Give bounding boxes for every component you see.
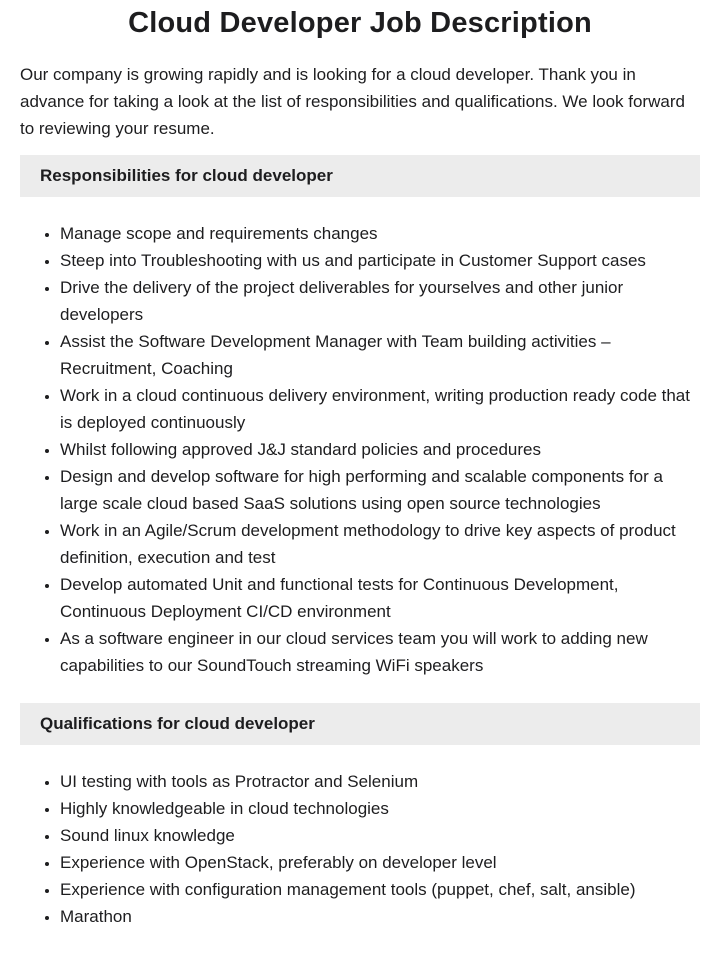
list-item: • Assist the Software Development Manager with Team building activities – Recruitment, Coaching (60, 328, 700, 382)
responsibilities-list (20, 220, 700, 679)
section-qualifications (0, 703, 720, 930)
list-item: • Develop automated Unit and functional tests for Continuous Development, Continuous Deployment CI/CD environment (60, 571, 700, 625)
list-item: • Experience with OpenStack, preferably on developer level (60, 849, 700, 876)
list-item: • Experience with configuration management tools (puppet, chef, salt, ansible) (60, 876, 700, 903)
list-item: • Work in a cloud continuous delivery environment, writing production ready code that is deployed continuously (60, 382, 700, 436)
page-title: Cloud Developer Job Description (128, 7, 592, 39)
list-item: • Marathon (60, 903, 700, 930)
list-item: • Steep into Troubleshooting with us and participate in Customer Support cases (60, 247, 700, 274)
intro-paragraph: Our company is growing rapidly and is looking for a cloud developer. Thank you in advance for taking a look at the list of responsibilities and qualifications. We look forward to reviewing your resume. (20, 65, 685, 138)
list-item: • Drive the delivery of the project deliverables for yourselves and other junior developers (60, 274, 700, 328)
section-responsibilities (0, 155, 720, 679)
list-item: • Sound linux knowledge (60, 822, 700, 849)
list-item: • Manage scope and requirements changes (60, 220, 700, 247)
list-item: • UI testing with tools as Protractor and Selenium (60, 768, 700, 795)
list-item: • Design and develop software for high performing and scalable components for a large scale cloud based SaaS solutions using open source technologies (60, 463, 700, 517)
list-item: • Work in an Agile/Scrum development methodology to drive key aspects of product definition, execution and test (60, 517, 700, 571)
qualifications-list (20, 768, 700, 930)
list-item: • Whilst following approved J&J standard policies and procedures (60, 436, 700, 463)
qualifications-section-heading: Qualifications for cloud developer (20, 703, 700, 745)
list-item: • As a software engineer in our cloud services team you will work to adding new capabilities to our SoundTouch streaming WiFi speakers (60, 625, 700, 679)
responsibilities-section-heading: Responsibilities for cloud developer (20, 155, 700, 197)
list-item: • Highly knowledgeable in cloud technologies (60, 795, 700, 822)
